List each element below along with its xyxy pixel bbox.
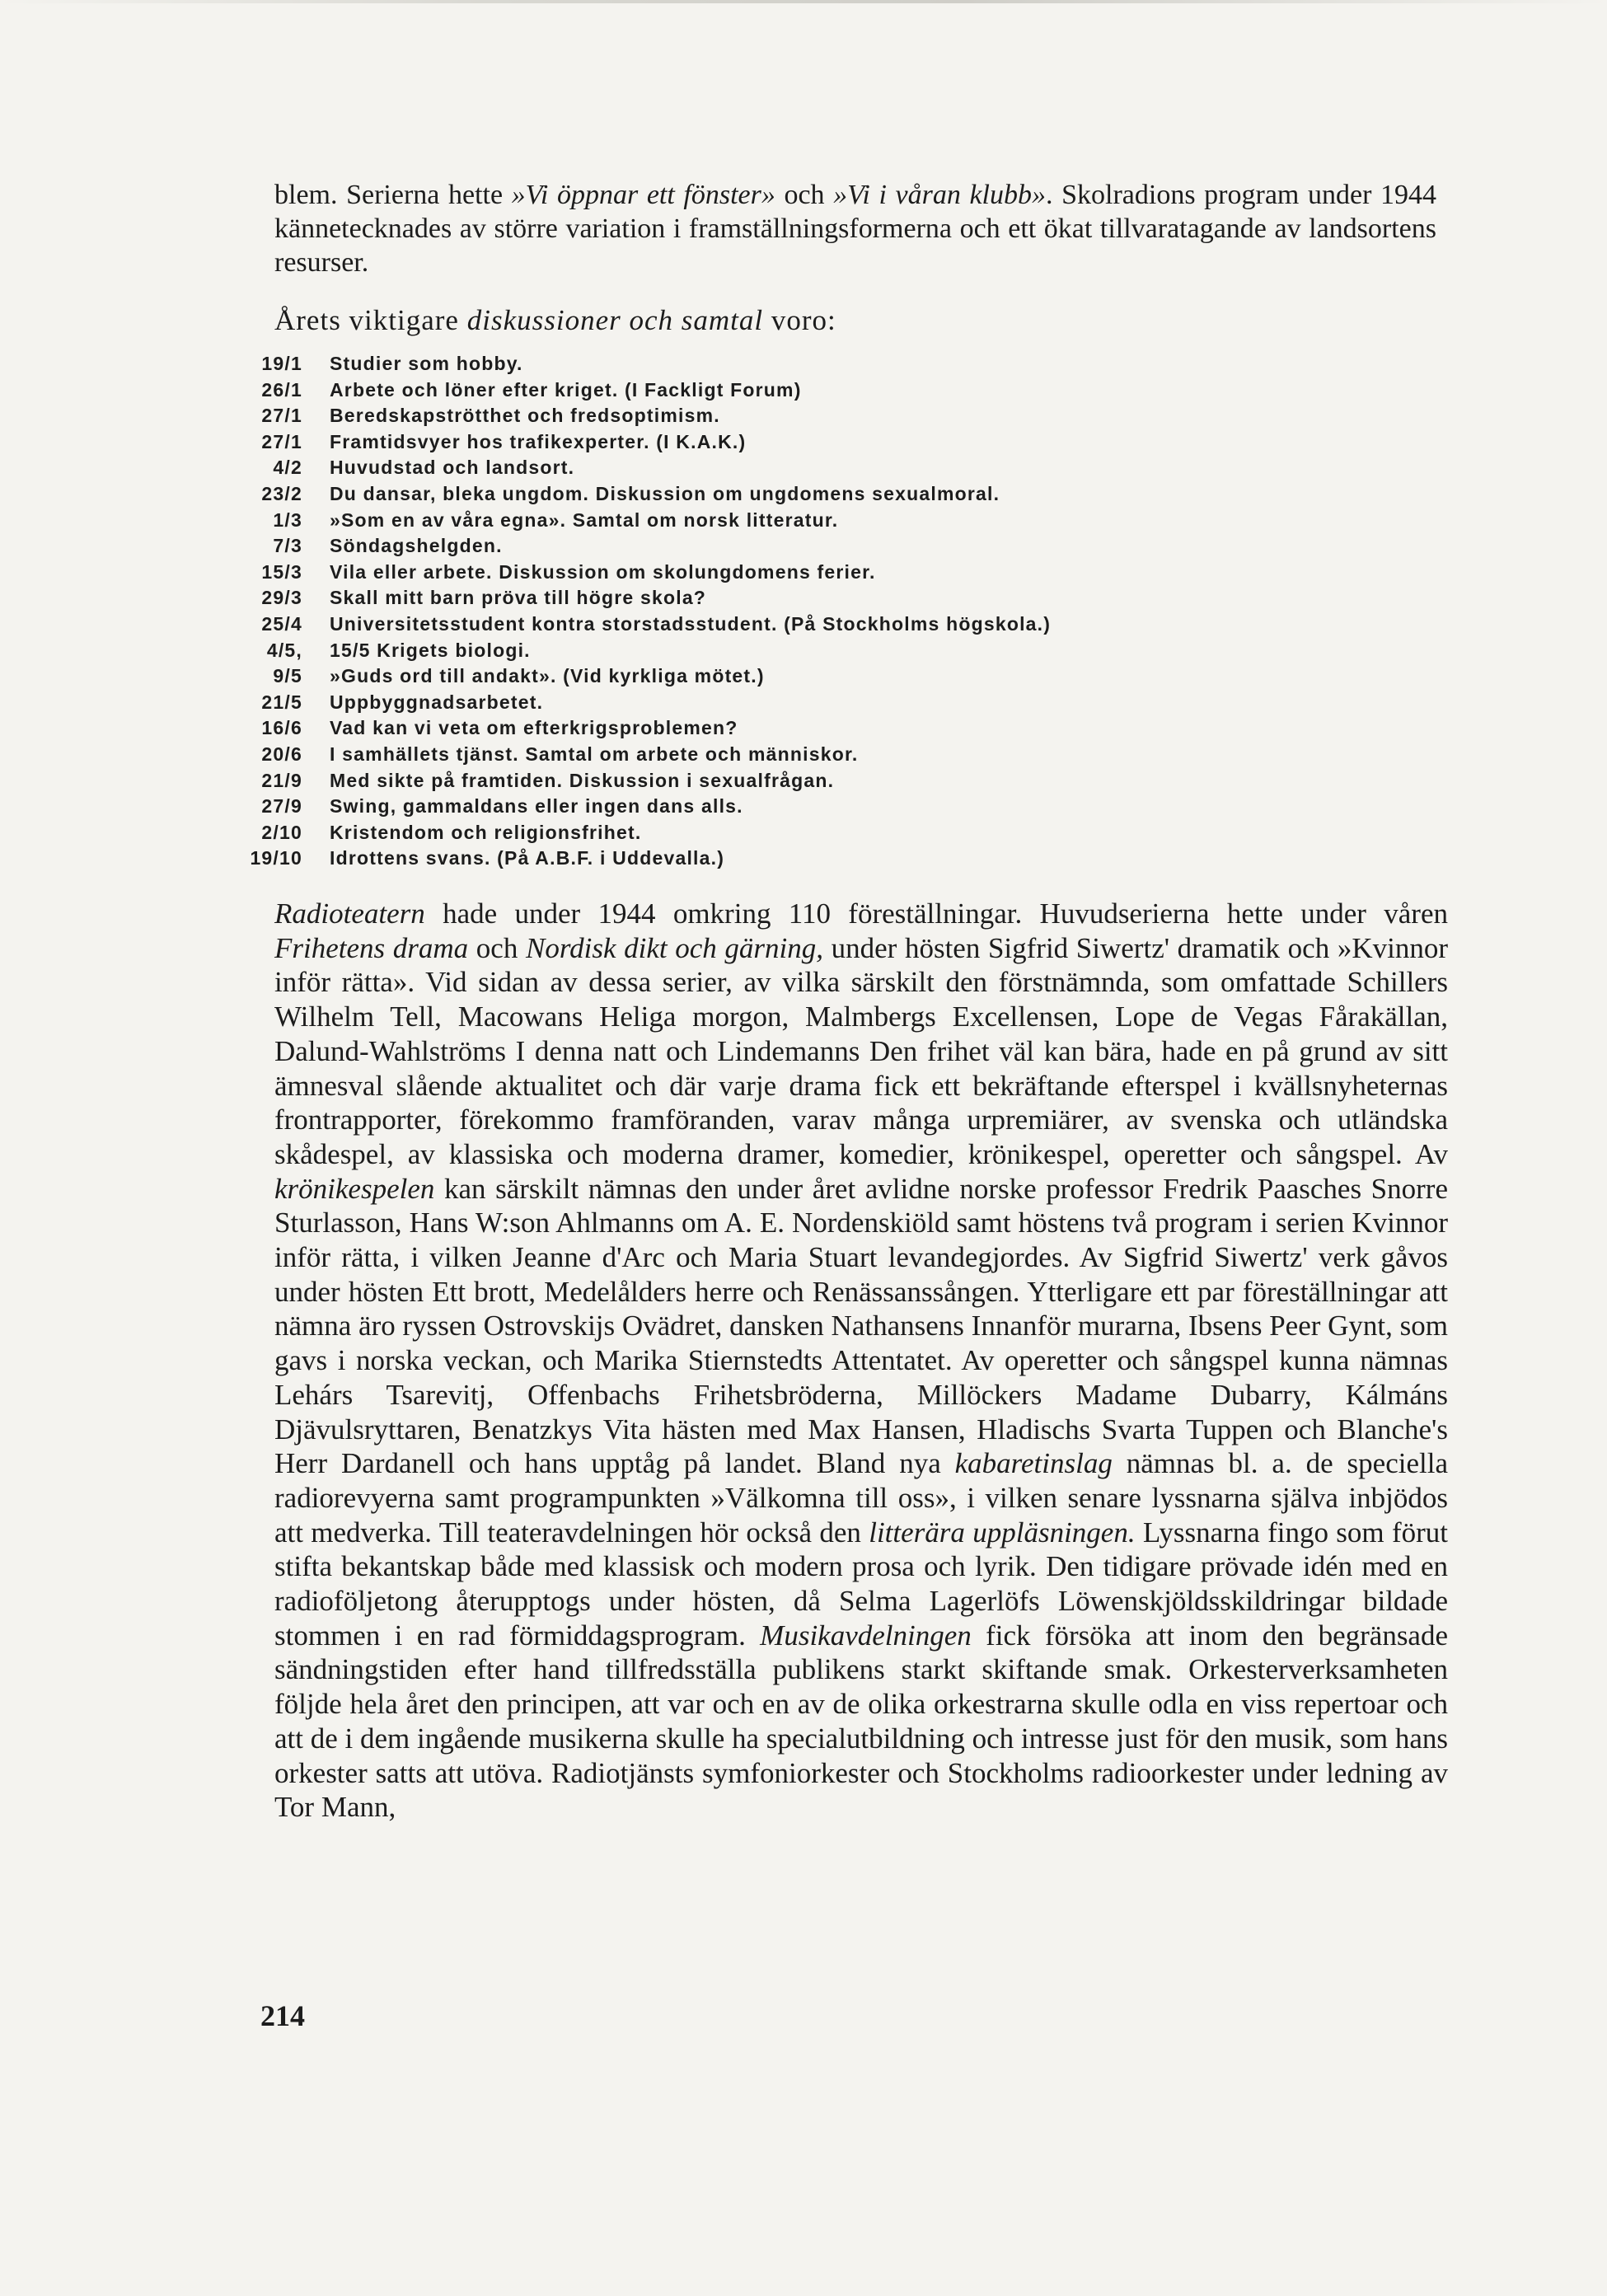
entry-date: 20/6 xyxy=(261,743,302,765)
discussion-entry xyxy=(241,663,1444,690)
main-text: under hösten Sigfrid Siwertz' dramatik och »Kvinnor inför rätta». Vid sidan av dessa serier, av vilka särskilt den förstnämnda, som omfattade Schillers Wilhelm Tell, Macowans Heliga morgon, Malmbergs Excellensen, Lope de Vegas Fårakällan, Dalund-Wahlströms I denna natt och Lindemanns Den frihet väl kan bära, hade en på grund av sitt ämnesval slående aktualitet och där varje drama fick ett bekräftande efterspel i kvällsnyheternas frontrapporter, förekommo framföranden, varav många urpremiärer, av svenska och utländska skådespel, av klassiska och moderna dramer, komedier, krönikespel, operetter och sångspel. Av xyxy=(274,931,1448,1170)
heading-before: Årets viktigare xyxy=(274,304,467,336)
intro-text-2: och xyxy=(775,180,834,210)
discussion-entry xyxy=(241,794,1444,820)
discussion-entry xyxy=(241,429,1444,456)
entry-title: »Som en av våra egna». Samtal om norsk litteratur. xyxy=(330,508,839,531)
term-musikavdelningen: Musikavdelningen xyxy=(760,1619,972,1652)
heading-italic: diskussioner och samtal xyxy=(466,304,764,336)
heading-after: voro: xyxy=(763,304,836,336)
main-paragraph xyxy=(274,897,1448,1825)
entry-date: 19/1 xyxy=(261,353,302,374)
entry-title: Huvudstad och landsort. xyxy=(330,457,575,479)
discussion-entry xyxy=(241,481,1444,508)
entry-date: 9/5 xyxy=(273,665,302,687)
entry-date: 16/6 xyxy=(261,717,302,739)
entry-title: Vila eller arbete. Diskussion om skolungdomens ferier. xyxy=(330,560,876,583)
discussion-entry xyxy=(241,403,1444,429)
entry-date: 27/1 xyxy=(261,430,302,452)
entry-title: Uppbyggnadsarbetet. xyxy=(330,691,544,713)
discussion-entry xyxy=(241,377,1444,404)
discussion-entry xyxy=(241,351,1444,377)
entry-date: 19/10 xyxy=(250,847,302,869)
discussion-entry xyxy=(241,508,1444,534)
series-title-1: »Vi öppnar ett fönster» xyxy=(511,180,775,210)
discussion-entry xyxy=(241,560,1444,586)
intro-text-3: . Skolradions program under 1944 kännetecknades av större variation i framställningsformerna och ett ökat tillvaratagande av landsortens resurser. xyxy=(274,180,1436,278)
entry-date: 23/2 xyxy=(261,482,302,504)
main-text: hade under 1944 omkring 110 föreställningar. Huvudserierna hette under våren xyxy=(424,897,1448,930)
discussion-entry xyxy=(241,585,1444,611)
entry-title: Kristendom och religionsfrihet. xyxy=(330,821,642,843)
term-kabaretinslag: kabaretinslag xyxy=(954,1447,1113,1480)
entry-date: 21/5 xyxy=(261,691,302,713)
entry-title: 15/5 Krigets biologi. xyxy=(330,639,531,661)
term-litterara-upplasningen: litterära uppläsningen. xyxy=(869,1516,1136,1549)
discussion-entry xyxy=(241,455,1444,481)
entry-title: Framtidsvyer hos trafikexperter. (I K.A.K.) xyxy=(330,430,747,452)
entry-title: Idrottens svans. (På A.B.F. i Uddevalla.) xyxy=(330,847,725,869)
entry-date: 7/3 xyxy=(273,535,302,557)
discussion-entry xyxy=(241,846,1444,872)
entry-date: 29/3 xyxy=(261,587,302,609)
series-frihetens-drama: Frihetens drama xyxy=(274,931,469,964)
entry-date: 25/4 xyxy=(261,612,302,635)
term-kronikespelen: krönikespelen xyxy=(274,1172,435,1205)
entry-title: Beredskapströtthet och fredsoptimism. xyxy=(330,405,720,427)
entry-title: Vad kan vi veta om efterkrigsproblemen? xyxy=(330,717,738,739)
discussion-entry xyxy=(241,638,1444,664)
entry-title: Universitetsstudent kontra storstadsstudent. (På Stockholms högskola.) xyxy=(330,612,1052,635)
discussion-entry xyxy=(241,768,1444,794)
main-text: fick försöka att inom den begränsade sändningstiden efter hand tillfredsställa publikens starkt skiftande smak. Orkesterverksamheten följde hela året den principen, att var och en av de olika orkestrarna skulle odla en viss repertoar och att de i dem ingående musikerna skulle ha specialutbildning och intresse just för den musik, som hans orkester satts att utöva. Radiotjänsts symfoniorkester och Stockholms radioorkester under ledning av Tor Mann, xyxy=(274,1619,1449,1824)
term-radioteatern: Radioteatern xyxy=(274,897,425,930)
discussion-entry xyxy=(241,611,1444,638)
entry-title: Med sikte på framtiden. Diskussion i sexualfrågan. xyxy=(330,769,835,791)
main-text: Lyssnarna fingo som förut stifta bekantskap både med klassisk och modern prosa och lyrik. Den tidigare prövade idén med en radioföljetong återupptogs under hösten, då Selma Lagerlöfs Löwenskjöldsskildringar bildade stommen i en rad förmiddagsprogram. xyxy=(274,1516,1448,1652)
entry-title: Söndagshelgden. xyxy=(330,535,503,557)
entry-date: 27/1 xyxy=(261,405,302,427)
entry-date: 26/1 xyxy=(261,378,302,401)
top-edge-rule xyxy=(0,0,1607,3)
discussion-list xyxy=(241,351,1444,872)
entry-date: 4/5, xyxy=(266,639,302,661)
entry-title: I samhällets tjänst. Samtal om arbete och människor. xyxy=(330,743,859,765)
discussion-entry xyxy=(241,820,1444,846)
entry-date: 15/3 xyxy=(261,560,302,583)
discussion-entry xyxy=(241,533,1444,560)
discussion-entry xyxy=(241,690,1444,716)
entry-date: 27/9 xyxy=(261,795,302,818)
entry-title: Arbete och löner efter kriget. (I Fackligt Forum) xyxy=(330,378,802,401)
entry-date: 21/9 xyxy=(261,769,302,791)
entry-title: Studier som hobby. xyxy=(330,353,523,374)
main-text: nämnas bl. a. de speciella radiorevyerna samt programpunkten »Välkomna till oss», i vilken senare lyssnarna själva inbjödos att medverka. Till teateravdelningen hör också den xyxy=(274,1447,1448,1549)
intro-paragraph xyxy=(274,178,1436,279)
main-text: kan särskilt nämnas den under året avlidne norske professor Fredrik Paasches Snorre Sturlasson, Hans W:son Ahlmanns om A. E. Nordenskiöld samt höstens två program i serien Kvinnor inför rätta, i vilken Jeanne d'Arc och Maria Stuart levandegjordes. Av Sigfrid Siwertz' verk gåvos under hösten Ett brott, Medelålders herre och Renässanssången. Ytterligare ett par föreställningar att nämna äro ryssen Ostrovskijs Ovädret, dansken Nathansens Innanför murarna, Ibsens Peer Gynt, som gavs i norska veckan, och Marika Stiernstedts Attentatet. Av operetter och sångspel kunna nämnas Lehárs Tsarevitj, Offenbachs Frihetsbröderna, Millöckers Madame Dubarry, Kálmáns Djävulsryttaren, Benatzkys Vita hästen med Max Hansen, Hladischs Svarta Tuppen och Blanche's Herr Dardanell och hans upptåg på landet. Bland nya xyxy=(274,1172,1448,1480)
entry-date: 2/10 xyxy=(261,821,302,843)
series-title-2: »Vi i våran klubb» xyxy=(833,180,1047,210)
entry-title: Du dansar, bleka ungdom. Diskussion om ungdomens sexualmoral. xyxy=(330,482,1000,504)
entry-title: Skall mitt barn pröva till högre skola? xyxy=(330,587,707,609)
entry-date: 4/2 xyxy=(273,457,302,479)
series-nordisk-dikt: Nordisk dikt och gärning, xyxy=(525,931,824,964)
discussion-entry xyxy=(241,742,1444,768)
intro-text-1: blem. Serierna hette xyxy=(274,180,512,210)
entry-date: 1/3 xyxy=(273,508,302,531)
page-number: 214 xyxy=(260,1999,305,2032)
discussions-heading xyxy=(274,303,1436,338)
entry-title: »Guds ord till andakt». (Vid kyrkliga mötet.) xyxy=(330,665,765,687)
discussion-entry xyxy=(241,715,1444,742)
entry-title: Swing, gammaldans eller ingen dans alls. xyxy=(330,795,743,818)
main-text: och xyxy=(468,931,526,964)
